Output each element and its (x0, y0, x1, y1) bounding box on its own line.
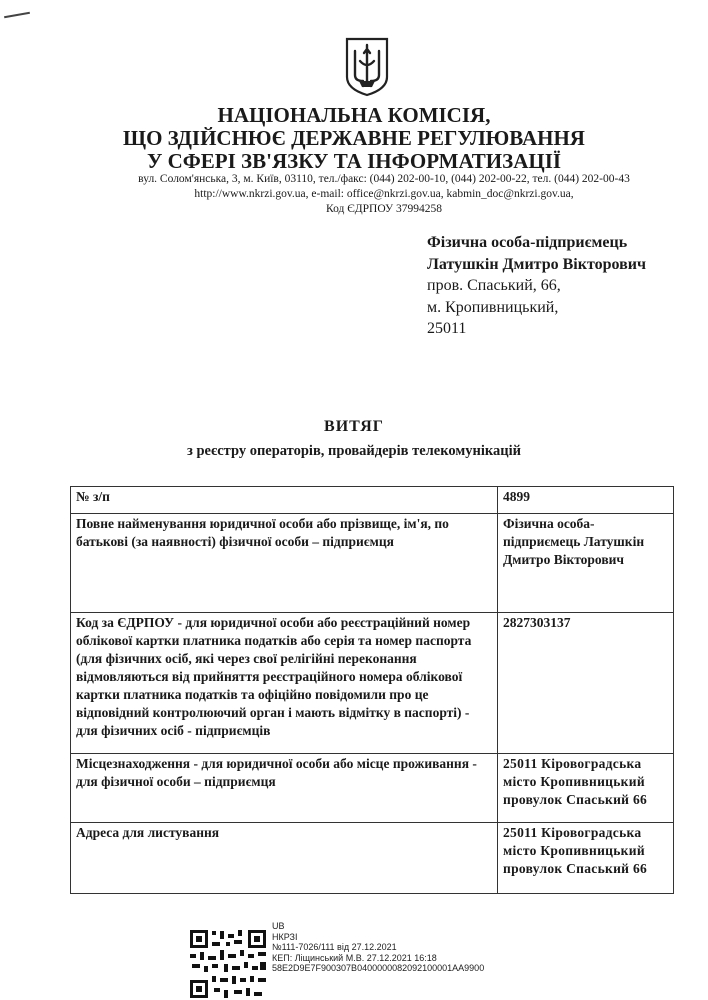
stamp-line: КЕП: Ліщинський М.В. 27.12.2021 16:18 (272, 952, 437, 963)
row-value: 25011 Кіровоградська місто Кропивницький провулок Спаський 66 (498, 823, 674, 894)
row-value: 25011 Кіровоградська місто Кропивницький провулок Спаський 66 (498, 754, 674, 823)
recipient-block (427, 232, 646, 340)
trident-emblem-icon (344, 37, 390, 97)
recipient-type: Фізична особа-підприємець (427, 234, 628, 251)
register-table (70, 486, 674, 894)
table-row (71, 823, 674, 894)
recipient-city: м. Кропивницький, (427, 298, 559, 316)
row-label: № з/п (71, 487, 498, 514)
qr-code-icon (188, 928, 268, 1000)
row-label: Адреса для листування (71, 823, 498, 894)
org-edrpou: Код ЄДРПОУ 37994258 (325, 203, 443, 215)
stamp-line: №111-7026/111 від 27.12.2021 (272, 942, 397, 952)
recipient-street: пров. Спаський, 66, (427, 277, 561, 294)
row-label: Місцезнаходження - для юридичної особи або місце проживання - для фізичної особи – підприємця (71, 754, 498, 823)
row-label: Повне найменування юридичної особи або прізвище, ім'я, по батькові (за наявності) фізичної особи – підприємця (71, 514, 498, 613)
row-value: Фізична особа-підприємець Латушкін Дмитро Вікторович (498, 514, 674, 613)
org-name-line-3: У СФЕРІ ЗВ'ЯЗКУ ТА ІНФОРМАТИЗАЦІЇ (146, 149, 562, 173)
document-subtitle: з реєстру операторів, провайдерів телекомунікацій (187, 443, 521, 459)
org-name-line-2: ЩО ЗДІЙСНЮЄ ДЕРЖАВНЕ РЕГУЛЮВАННЯ (123, 126, 585, 150)
org-web-email: http://www.nkrzi.gov.ua, e-mail: office@nkrzi.gov.ua, kabmin_doc@nkrzi.gov.ua, (194, 188, 574, 200)
recipient-postcode: 25011 (427, 320, 467, 337)
stamp-line: 58E2D9E7F900307B0400000082092100001AA9900 (272, 963, 485, 973)
row-value: 4899 (498, 487, 674, 514)
row-value: 2827303137 (498, 613, 674, 754)
table-row (71, 754, 674, 823)
stamp-line: UB (272, 921, 285, 931)
recipient-name: Латушкін Дмитро Вікторович (427, 255, 646, 273)
table-row (71, 487, 674, 514)
table-row (71, 514, 674, 613)
org-address: вул. Солом'янська, 3, м. Київ, 03110, тел./факс: (044) 202-00-10, (044) 202-00-22, тел. (044) 202-00-43 (138, 173, 630, 185)
stamp-line: НКРЗІ (272, 931, 298, 942)
table-row (71, 613, 674, 754)
document-title: ВИТЯГ (324, 418, 384, 435)
row-label: Код за ЄДРПОУ - для юридичної особи або реєстраційний номер облікової картки платника податків або серія та номер паспорта (для фізичних осіб, які через свої релігійні переконання відмовляються від прийняття реєстраційного номера облікової картки платника податків та офіційно повідомили про це відповідний контролюючий орган і мають відмітку в паспорті) - для фізичних осіб - підприємців (71, 613, 498, 754)
scan-artifact (4, 12, 30, 18)
org-name-line-1: НАЦІОНАЛЬНА КОМІСІЯ, (217, 103, 491, 127)
e-signature-stamp (272, 921, 484, 974)
